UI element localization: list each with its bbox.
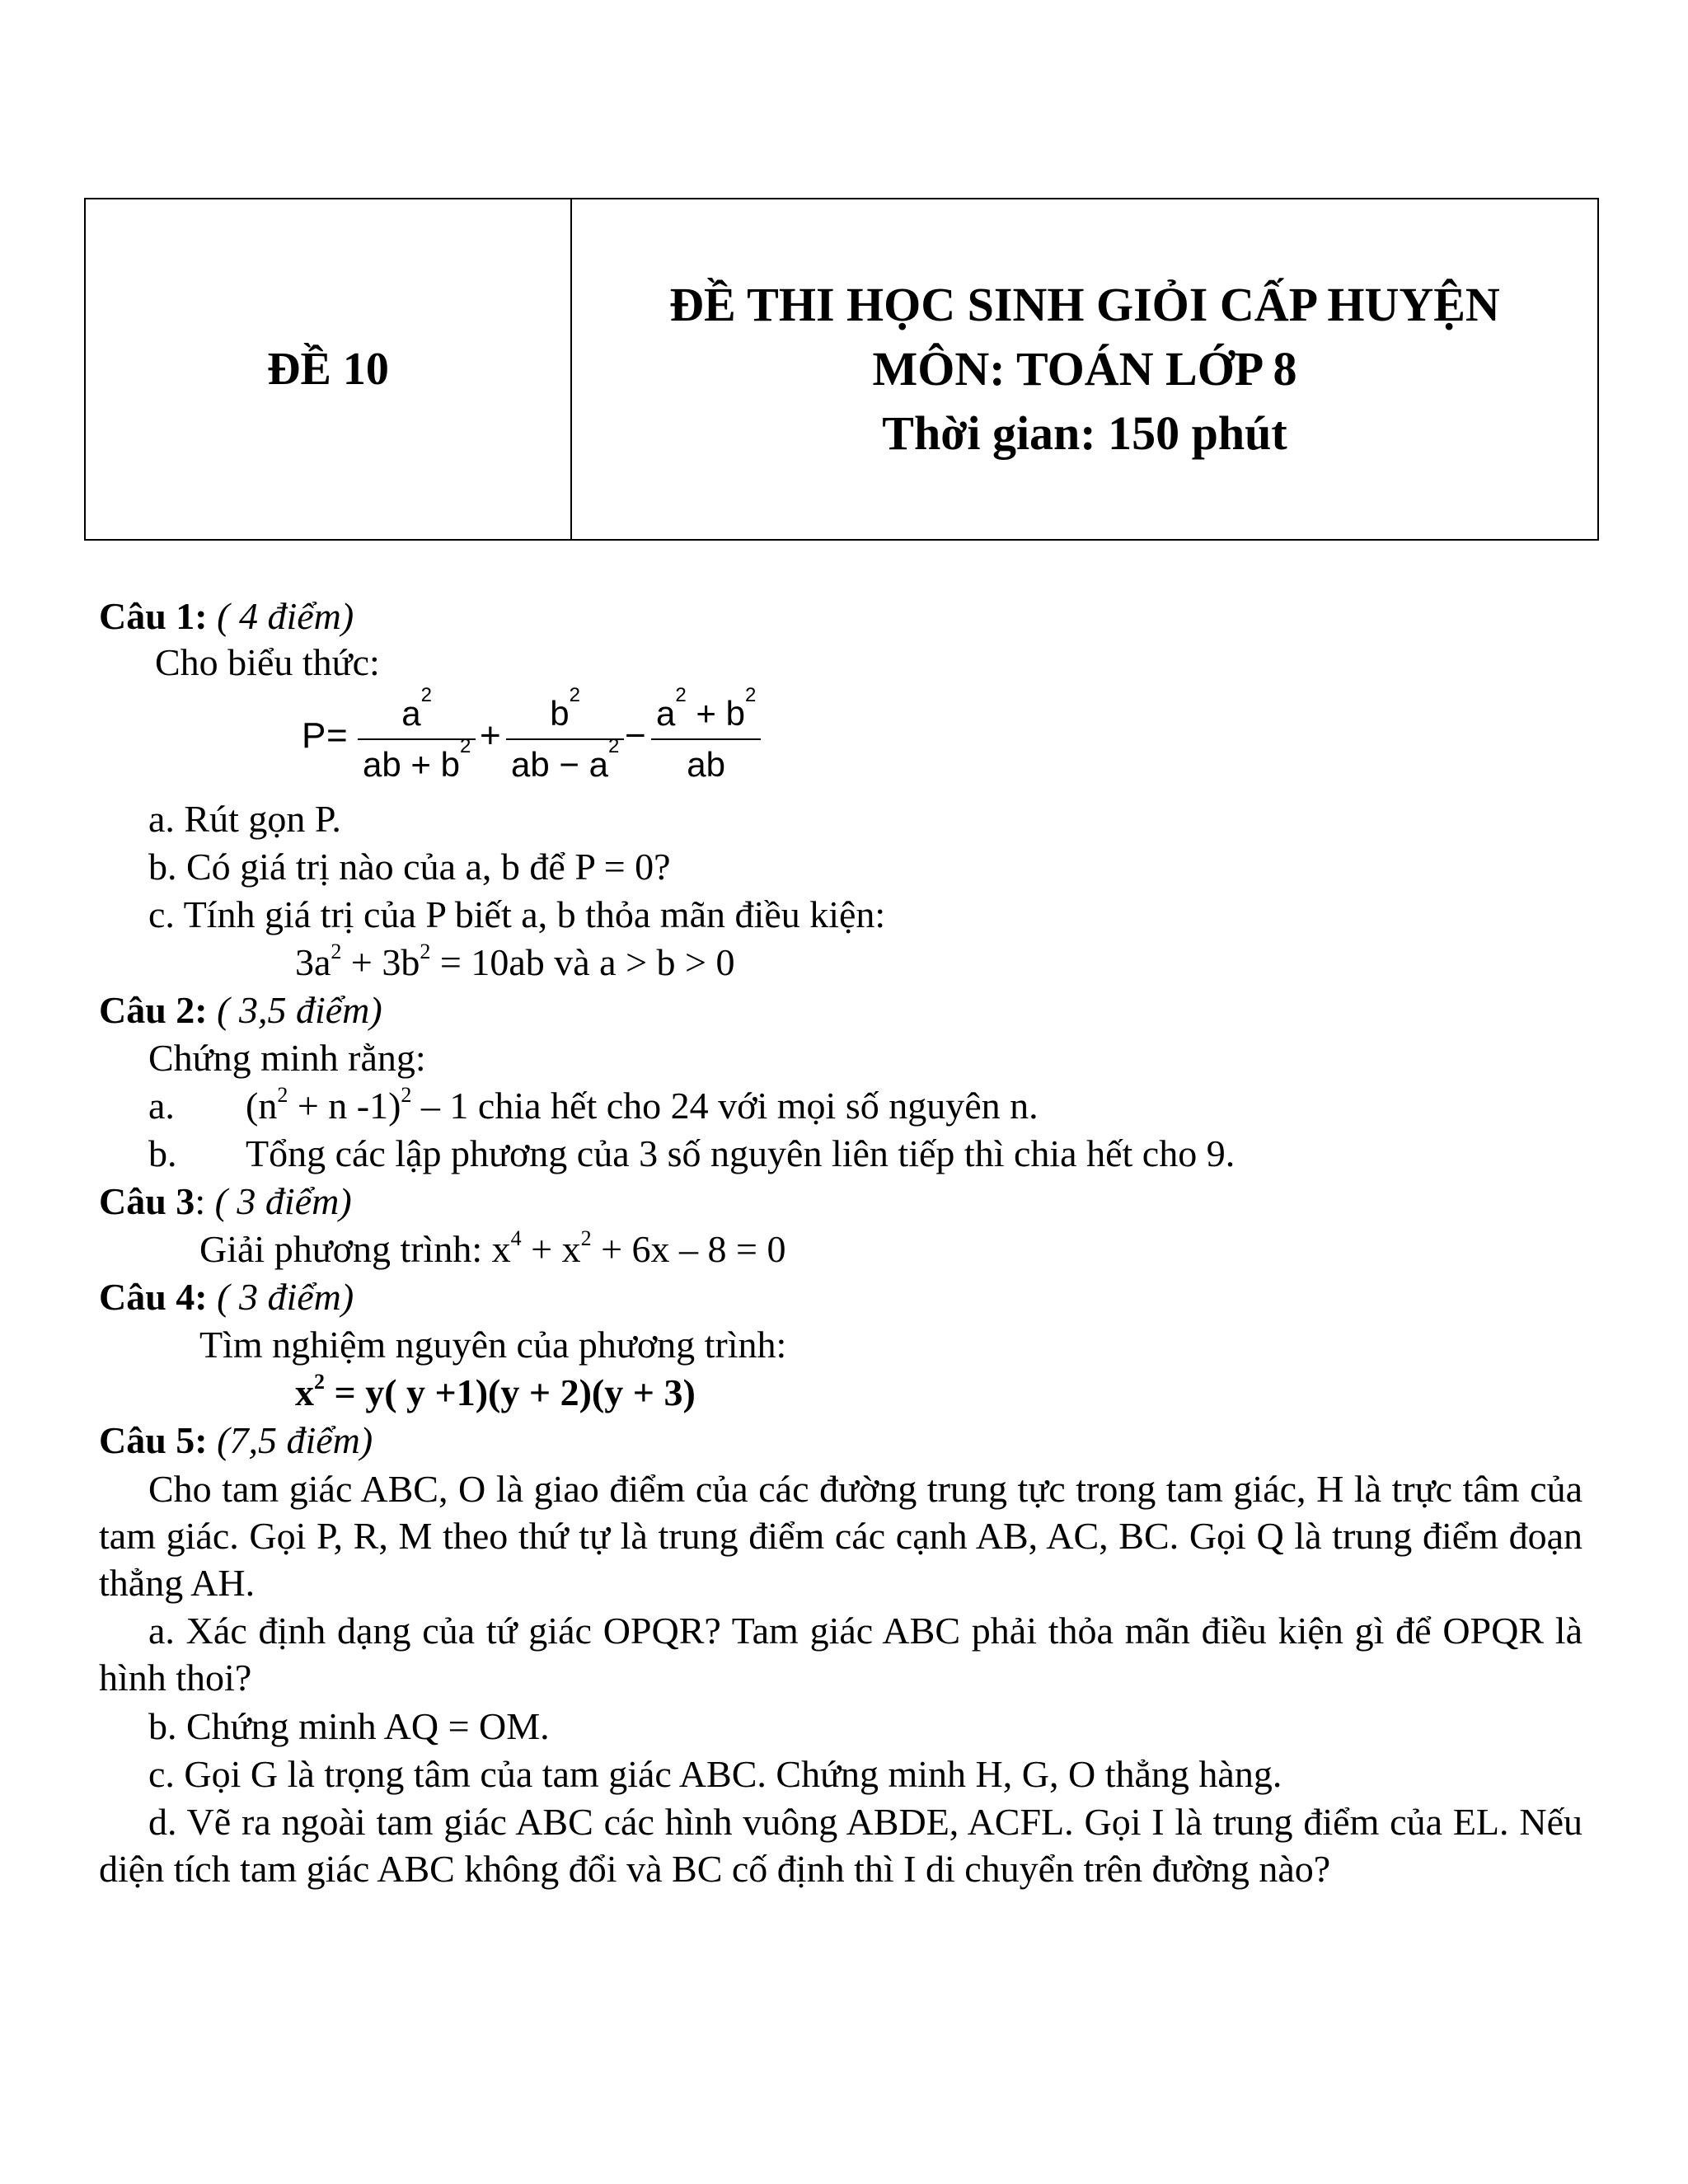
exam-info-cell (572, 199, 1597, 539)
exam-time: Thời gian: 150 phút (882, 406, 1287, 460)
fraction-2: $b^2$ ab − $a^2$ (506, 694, 624, 785)
q1-points: ( 4 điểm) (217, 595, 354, 637)
q3-label: Câu 3 (99, 1180, 195, 1222)
q2-intro: Chứng minh rằng: (148, 1037, 426, 1079)
q5-part-a: a. Xác định dạng của tứ giác OPQR? Tam giác ABC phải thỏa mãn điều kiện gì để OPQR là hình thoi? (99, 1610, 1582, 1699)
q2-heading (99, 987, 382, 1033)
formula-lhs: P (302, 715, 326, 756)
q4-equation: $x^2 = y$( y +1)(y + 2)(y + 3) (295, 1369, 696, 1413)
q5-part-d: d. Vẽ ra ngoài tam giác ABC các hình vuông ABDE, ACFL. Gọi I là trung điểm của EL. Nếu diện tích tam giác ABC không đổi và BC cố định thì I di chuyển trên đường nào? (99, 1801, 1582, 1890)
q3-colon: : (195, 1180, 206, 1222)
q2-part-a-marker: a. (148, 1085, 175, 1127)
q5-part-b: b. Chứng minh AQ = OM. (148, 1705, 550, 1747)
q3-equation: Giải phương trình: $x^4 + x^2 + 6x - 8 = 0$ (199, 1226, 786, 1270)
q5-part-c: c. Gọi G là trọng tâm của tam giác ABC. Chứng minh H, G, O thẳng hàng. (148, 1753, 1282, 1795)
exam-subject: MÔN: TOÁN LỚP 8 (872, 342, 1297, 396)
q4-points: ( 3 điểm) (217, 1276, 354, 1318)
q2-part-a: ($n^2 + n$ -1)$^2$ – 1 chia hết cho 24 với mọi số nguyên n. (246, 1082, 1039, 1127)
header-box (84, 198, 1599, 541)
q1-heading (99, 593, 354, 640)
q2-label: Câu 2: (99, 989, 208, 1031)
fraction-1: $a^2$ ab + $b^2$ (358, 694, 476, 785)
formula-eq: = (326, 715, 348, 756)
q2-part-b: Tổng các lập phương của 3 số nguyên liên tiếp thì chia hết cho 9. (246, 1132, 1236, 1174)
q5-label: Câu 5: (99, 1419, 208, 1461)
q5-points: (7,5 điểm) (217, 1419, 373, 1461)
q1-part-c: c. Tính giá trị của P biết a, b thỏa mãn điều kiện: (148, 893, 886, 935)
q3-points: ( 3 điểm) (214, 1180, 352, 1222)
q4-intro: Tìm nghiệm nguyên của phương trình: (199, 1324, 787, 1366)
q1-part-b: b. Có giá trị nào của a, b để P = 0? (148, 846, 671, 888)
q4-heading (99, 1274, 354, 1320)
exam-title: ĐỀ THI HỌC SINH GIỎI CẤP HUYỆN (669, 278, 1500, 331)
q2-points: ( 3,5 điểm) (217, 989, 382, 1031)
q1-intro: Cho biểu thức: (155, 641, 380, 683)
fraction-3: $a^2 + b^2$ ab (651, 694, 761, 785)
q3-heading (99, 1179, 352, 1225)
q1-label: Câu 1: (99, 595, 208, 637)
q4-label: Câu 4: (99, 1276, 208, 1318)
q2-part-b-marker: b. (148, 1132, 177, 1174)
q1-part-a: a. Rút gọn P. (148, 798, 341, 840)
exam-number-cell (86, 199, 572, 539)
formula-op1: + (480, 715, 501, 756)
exam-number: ĐỀ 10 (267, 344, 389, 395)
q5-heading (99, 1418, 373, 1464)
q1-condition: $3a^2 + 3b^2 = 10ab$ và a > b > 0 (295, 939, 735, 983)
formula-op2: − (625, 715, 646, 756)
q5-intro-paragraph: Cho tam giác ABC, O là giao điểm của các đường trung tực trong tam giác, H là trực tâm của tam giác. Gọi P, R, M theo thứ tự là trung điểm các cạnh AB, AC, BC. Gọi Q là trung điểm đoạn thẳng AH. (99, 1468, 1582, 1604)
